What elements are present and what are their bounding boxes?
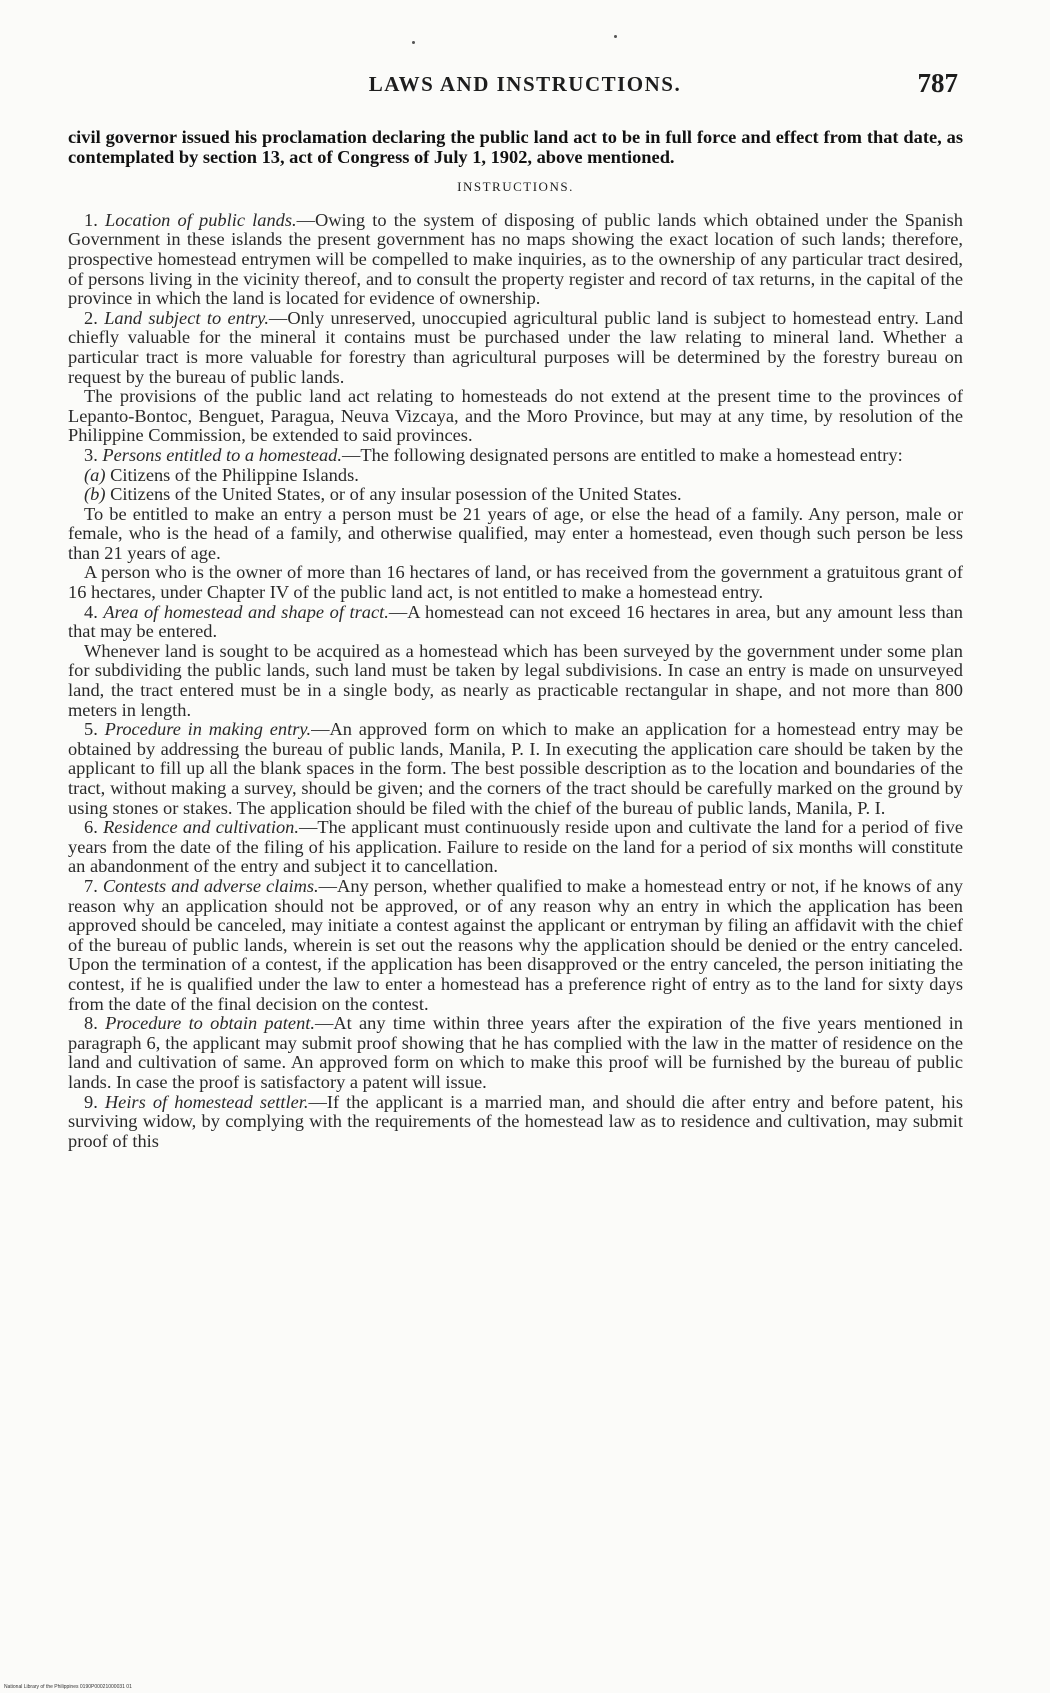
paragraph-heading: Heirs of homestead settler. (104, 1091, 309, 1112)
opening-paragraph: civil governor issued his proclamation declaring the public land act to be in full force and effect from that date, as contemplated by section 13, act of Congress of July 1, 1902, above mentioned. (68, 127, 963, 167)
paragraph-heading: Land subject to entry. (104, 307, 269, 328)
running-head (0, 68, 1050, 98)
paragraph: Whenever land is sought to be acquired as a homestead which has been surveyed by the government under some plan for subdividing the public lands, such land must be taken by legal subdivisions. In case an entry is made on unsurveyed land, the tract entered must be in a single body, as nearly as practicable rectangular in shape, and not more than 800 meters in length. (68, 640, 963, 720)
paragraph-heading: Procedure to obtain patent. (105, 1013, 315, 1034)
section-heading: INSTRUCTIONS. (457, 179, 574, 195)
print-speck (614, 35, 617, 38)
body-text (68, 128, 963, 1151)
paragraph-heading: Persons entitled to a homestead. (102, 444, 342, 465)
print-speck (412, 41, 415, 44)
paragraph: 8. Procedure to obtain patent.—At any time within three years after the expiration of the five years mentioned in paragraph 6, the applicant may submit proof showing that he has complied with the law in the matter of residence on the land and cultivation of same. An approved form on which to make this proof will be furnished by the bureau of public lands. In case the proof is satisfactory a patent will issue. (68, 1013, 963, 1092)
paragraph: 9. Heirs of homestead settler.—If the applicant is a married man, and should die after entry and before patent, his surviving widow, by complying with the requirements of the homestead law as to residence and cultivation, may submit proof of this (68, 1091, 963, 1151)
paragraph: 2. Land subject to entry.—Only unreserved, unoccupied agricultural public land is subject to homestead entry. Land chiefly valuable for the mineral it contains must be purchased under the law relating to mineral land. Whether a particular tract is more valuable for forestry than agricultural purposes will be determined by the forestry bureau on request by the bureau of public lands. (68, 307, 964, 387)
paragraph: 6. Residence and cultivation.—The applicant must continuously reside upon and cultivate the land for a period of five years from the date of the filing of his application. Failure to reside on the land for a period of six months will constitute an abandonment of the entry and subject it to cancellation. (68, 817, 963, 877)
paragraph: 3. Persons entitled to a homestead.—The following designated persons are entitled to make a homestead entry: (84, 444, 903, 465)
paragraph: A person who is the owner of more than 16 hectares of land, or has received from the government a gratuitous grant of 16 hectares, under Chapter IV of the public land act, is not entitled to make a homestead entry. (68, 562, 963, 603)
paragraph: 5. Procedure in making entry.—An approved form on which to make an application for a homestead entry may be obtained by addressing the bureau of public lands, Manila, P. I. In executing the application care should be taken by the applicant to fill up all the blank spaces in the form. The best possible description as to the location and boundaries of the tract, without making a survey, should be given; and the corners of the tract should be carefully marked on the ground by using stones or stakes. The application should be filed with the chief of the bureau of public lands, Manila, P. I. (68, 719, 964, 818)
scan-footer: National Library of the Philippines 0190P00021000031 01 (4, 1684, 132, 1690)
paragraph: 7. Contests and adverse claims.—Any person, whether qualified to make a homestead entry or not, if he knows of any reason why an application should not be approved, or of any reason why an entry in which the application has been approved should be canceled, may initiate a contest against the applicant or entryman by filing an affidavit with the chief of the bureau of public lands, wherein is set out the reasons why the application should be denied or the entry canceled. Upon the termination of a contest, if the application has been disapproved or the entry canceled, the person initiating the contest, if he is qualified under the law to enter a homestead has a preference right of entry as to the land for sixty days from the date of the final decision on the contest. (68, 875, 963, 1014)
paragraph-heading: Residence and cultivation. (103, 817, 299, 838)
paragraph-heading: Area of homestead and shape of tract. (103, 601, 389, 622)
paragraph: The provisions of the public land act relating to homesteads do not extend at the present time to the provinces of Lepanto-Bontoc, Benguet, Paragua, Neuva Vizcaya, and the Moro Province, but may at any time, by resolution of the Philippine Commission, be extended to said provinces. (68, 386, 963, 446)
page-number: 787 (917, 68, 958, 98)
list-item: (a) Citizens of the Philippine Islands. (84, 464, 359, 485)
running-title: LAWS AND INSTRUCTIONS. (368, 72, 682, 96)
list-item: (b) Citizens of the United States, or of any insular posession of the United States. (84, 484, 682, 505)
paragraph: 1. Location of public lands.—Owing to the system of disposing of public lands which obtained under the Spanish Government in these islands the present government has no maps showing the exact location of such lands; therefore, prospective homestead entrymen will be compelled to make inquiries, as to the ownership of any particular tract desired, of persons living in the vicinity thereof, and to consult the property register and record of tax returns, in the capital of the province in which the land is located for evidence of ownership. (68, 209, 963, 309)
paragraph: To be entitled to make an entry a person must be 21 years of age, or else the head of a family. Any person, male or female, who is the head of a family, and otherwise qualified, may enter a homestead, even though such person be less than 21 years of age. (68, 503, 963, 563)
paragraph-heading: Procedure in making entry. (104, 719, 312, 740)
paragraph-heading: Contests and adverse claims. (102, 875, 319, 896)
paragraph: 4. Area of homestead and shape of tract.—A homestead can not exceed 16 hectares in area, but any amount less than that may be entered. (68, 601, 964, 642)
paragraph-heading: Location of public lands. (104, 209, 297, 230)
